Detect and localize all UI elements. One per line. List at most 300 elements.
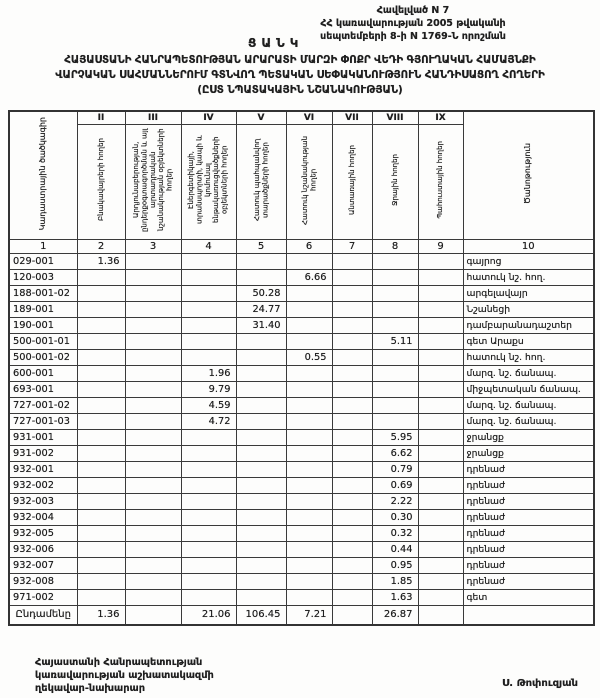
industrial-value-cell [125,461,181,477]
reserve-value-cell [418,557,463,573]
water-value-cell: 0.95 [372,557,418,573]
table-row [9,557,594,573]
forest-value-cell [332,557,372,573]
cadastral-code-cell: 931-001 [9,429,77,445]
roman-numeral-viii: VIII [372,111,418,124]
note-cell: արգելավայր [463,285,594,301]
table-row [9,381,594,397]
total-water: 26.87 [372,605,418,625]
total-settlement: 1.36 [77,605,125,625]
settlement-value-cell [77,573,125,589]
settlement-value-cell [77,541,125,557]
cadastral-code-cell: 932-005 [9,525,77,541]
water-value-cell: 1.63 [372,589,418,605]
note-cell: մարզ. նշ. ճանապ. [463,365,594,381]
reserve-value-cell [418,589,463,605]
column-number: 10 [463,239,594,253]
special-purpose-value-cell [286,285,332,301]
energy-transport-value-cell: 9.79 [181,381,236,397]
protected-value-cell [236,477,286,493]
protected-value-cell [236,333,286,349]
reserve-value-cell [418,541,463,557]
water-value-cell [372,285,418,301]
column-number: 4 [181,239,236,253]
energy-transport-value-cell [181,285,236,301]
industrial-value-cell [125,445,181,461]
energy-transport-value-cell: 1.96 [181,365,236,381]
industrial-value-cell [125,525,181,541]
column-header-settlement-lands: Բնակավայրերի հողեր [77,124,125,239]
table-row [9,413,594,429]
energy-transport-value-cell [181,301,236,317]
water-value-cell [372,269,418,285]
water-value-cell: 6.62 [372,445,418,461]
industrial-value-cell [125,285,181,301]
special-purpose-value-cell [286,589,332,605]
table-row [9,365,594,381]
industrial-value-cell [125,301,181,317]
industrial-value-cell [125,573,181,589]
water-value-cell [372,381,418,397]
water-value-cell [372,253,418,269]
industrial-value-cell [125,541,181,557]
table-row [9,573,594,589]
cadastral-code-cell: 971-002 [9,589,77,605]
water-value-cell: 0.69 [372,477,418,493]
special-purpose-value-cell [286,445,332,461]
forest-value-cell [332,541,372,557]
protected-value-cell [236,269,286,285]
appendix-line-3: սեպտեմբերի 8-ի N 1769-Ն որոշման [320,31,506,42]
settlement-value-cell [77,525,125,541]
protected-value-cell [236,253,286,269]
protected-value-cell [236,397,286,413]
industrial-value-cell [125,269,181,285]
reserve-value-cell [418,509,463,525]
column-number: 7 [332,239,372,253]
water-value-cell: 5.95 [372,429,418,445]
land-category-table [8,110,595,626]
table-row [9,589,594,605]
reserve-value-cell [418,381,463,397]
reserve-value-cell [418,525,463,541]
special-purpose-value-cell [286,317,332,333]
cadastral-code-header-text: Կադաստրային ծածկագիր [38,117,48,231]
protected-value-cell [236,509,286,525]
note-cell: մարզ. նշ. ճանապ. [463,413,594,429]
special-purpose-value-cell [286,301,332,317]
reserve-value-cell [418,317,463,333]
column-header-energy-transport-lands: Էներգետիկայի, տրանսպորտի, կապի և կոմունալ ենթակառուցվածքների օբյեկտների հողեր [181,124,236,239]
table-row [9,301,594,317]
forest-value-cell [332,365,372,381]
water-value-cell: 5.11 [372,333,418,349]
settlement-value-cell [77,477,125,493]
total-note [463,605,594,625]
settlement-value-cell [77,285,125,301]
special-purpose-value-cell [286,509,332,525]
cadastral-code-cell: 727-001-03 [9,413,77,429]
total-industrial [125,605,181,625]
settlement-value-cell [77,349,125,365]
note-cell: դրենաժ [463,541,594,557]
issuer-line-2: կառավարության աշխատակազմի [35,670,214,681]
title-line-3: (ԸՍՏ ՆՊԱՏԱԿԱՅԻՆ ՆՇԱՆԱԿՈՒԹՅԱՆ) [197,85,403,96]
industrial-value-cell [125,477,181,493]
note-cell: գետ [463,589,594,605]
column-header-industrial-lands: Արդյունաբերության, ընդերքօգտագործման և այլ արտադրական նշանակության օբյեկտների հողեր [125,124,181,239]
roman-numeral-ii: II [77,111,125,124]
roman-numeral-ix: IX [418,111,463,124]
table-row [9,253,594,269]
table-row [9,509,594,525]
water-value-cell: 0.30 [372,509,418,525]
list-heading: ՑԱՆԿ [248,36,304,50]
reserve-value-cell [418,301,463,317]
industrial-value-cell [125,429,181,445]
energy-transport-value-cell [181,333,236,349]
cadastral-code-header [9,111,77,239]
column-number-row [9,239,594,253]
column-header-water-lands: Ջրային հողեր [372,124,418,239]
protected-value-cell [236,349,286,365]
special-purpose-value-cell [286,541,332,557]
cadastral-code-cell: 500-001-02 [9,349,77,365]
reserve-value-cell [418,333,463,349]
cadastral-code-cell: 932-007 [9,557,77,573]
reserve-value-cell [418,461,463,477]
table-row [9,429,594,445]
roman-numeral-vi: VI [286,111,332,124]
reserve-value-cell [418,477,463,493]
total-energy-transport: 21.06 [181,605,236,625]
forest-value-cell [332,461,372,477]
note-cell: դրենաժ [463,573,594,589]
table-row [9,477,594,493]
energy-transport-value-cell [181,557,236,573]
energy-transport-value-cell [181,477,236,493]
special-purpose-value-cell [286,397,332,413]
roman-numeral-iv: IV [181,111,236,124]
cadastral-code-cell: 120-003 [9,269,77,285]
special-purpose-value-cell [286,333,332,349]
settlement-value-cell [77,445,125,461]
note-column-header-text: Ծանոթություն [523,143,533,205]
forest-value-cell [332,445,372,461]
settlement-value-cell: 1.36 [77,253,125,269]
cadastral-code-cell: 029-001 [9,253,77,269]
special-purpose-value-cell [286,381,332,397]
protected-value-cell: 31.40 [236,317,286,333]
note-column-header [463,111,594,239]
special-purpose-value-cell [286,493,332,509]
water-value-cell [372,349,418,365]
forest-value-cell [332,381,372,397]
note-cell: Նշանեցի [463,301,594,317]
forest-value-cell [332,285,372,301]
industrial-value-cell [125,557,181,573]
forest-value-cell [332,301,372,317]
cadastral-code-cell: 190-001 [9,317,77,333]
column-number: 9 [418,239,463,253]
special-purpose-value-cell [286,461,332,477]
energy-transport-value-cell [181,541,236,557]
settlement-value-cell [77,461,125,477]
table-row [9,285,594,301]
energy-transport-value-cell [181,253,236,269]
energy-transport-value-cell [181,269,236,285]
protected-value-cell [236,429,286,445]
note-cell: գայրոց [463,253,594,269]
cadastral-code-cell: 189-001 [9,301,77,317]
protected-value-cell [236,589,286,605]
energy-transport-value-cell [181,589,236,605]
cadastral-code-cell: 932-004 [9,509,77,525]
special-purpose-value-cell [286,477,332,493]
industrial-value-cell [125,365,181,381]
column-number: 1 [9,239,77,253]
note-cell: գետ Արաքս [463,333,594,349]
cadastral-code-cell: 932-002 [9,477,77,493]
energy-transport-value-cell [181,573,236,589]
industrial-value-cell [125,397,181,413]
cadastral-code-cell: 932-001 [9,461,77,477]
water-value-cell [372,397,418,413]
total-reserve [418,605,463,625]
cadastral-code-cell: 932-008 [9,573,77,589]
note-cell: դամբարանադաշտեր [463,317,594,333]
forest-value-cell [332,333,372,349]
settlement-value-cell [77,557,125,573]
forest-value-cell [332,253,372,269]
reserve-value-cell [418,445,463,461]
column-header-reserve-lands: Պահուստային հողեր [418,124,463,239]
table-row [9,461,594,477]
settlement-value-cell [77,333,125,349]
energy-transport-value-cell [181,525,236,541]
forest-value-cell [332,573,372,589]
industrial-value-cell [125,493,181,509]
table-row [9,317,594,333]
special-purpose-value-cell: 0.55 [286,349,332,365]
cadastral-code-cell: 188-001-02 [9,285,77,301]
settlement-value-cell [77,365,125,381]
table-row [9,333,594,349]
special-purpose-value-cell [286,573,332,589]
note-cell: միջպետական ճանապ. [463,381,594,397]
protected-value-cell [236,573,286,589]
industrial-value-cell [125,381,181,397]
note-cell: հատուկ նշ. հող. [463,269,594,285]
water-value-cell [372,365,418,381]
reserve-value-cell [418,269,463,285]
cadastral-code-cell: 600-001 [9,365,77,381]
forest-value-cell [332,429,372,445]
table-row [9,397,594,413]
table-row [9,445,594,461]
energy-transport-value-cell [181,445,236,461]
settlement-value-cell [77,301,125,317]
industrial-value-cell [125,413,181,429]
settlement-value-cell [77,317,125,333]
settlement-value-cell [77,381,125,397]
appendix-line-2: ՀՀ կառավարության 2005 թվականի [320,18,506,29]
special-purpose-value-cell [286,429,332,445]
column-header-special-purpose-lands: Հատուկ նշանակության հողեր [286,124,332,239]
column-number: 3 [125,239,181,253]
reserve-value-cell [418,493,463,509]
total-protected: 106.45 [236,605,286,625]
reserve-value-cell [418,349,463,365]
settlement-value-cell [77,413,125,429]
cadastral-code-cell: 727-001-02 [9,397,77,413]
protected-value-cell [236,381,286,397]
protected-value-cell [236,365,286,381]
cadastral-code-cell: 932-006 [9,541,77,557]
forest-value-cell [332,509,372,525]
total-label: Ընդամենը [9,605,77,625]
energy-transport-value-cell [181,317,236,333]
industrial-value-cell [125,509,181,525]
protected-value-cell [236,445,286,461]
table-row [9,541,594,557]
energy-transport-value-cell: 4.59 [181,397,236,413]
note-cell: դրենաժ [463,461,594,477]
note-cell: դրենաժ [463,557,594,573]
column-header-forest-lands: Անտառային հողեր [332,124,372,239]
total-forest [332,605,372,625]
title-line-2: ՎԱՐՉԱԿԱՆ ՍԱՀՄԱՆՆԵՐՈՒՄ ԳՏՆՎՈՂ ՊԵՏԱԿԱՆ ՍԵՓԱԿԱՆՈՒԹՅՈՒՆ ՀԱՆԴԻՍԱՑՈՂ ՀՈՂԵՐԻ [55,70,545,81]
water-value-cell: 0.44 [372,541,418,557]
water-value-cell: 2.22 [372,493,418,509]
appendix-reference [288,4,538,43]
water-value-cell [372,413,418,429]
roman-numeral-iii: III [125,111,181,124]
roman-numeral-vii: VII [332,111,372,124]
forest-value-cell [332,349,372,365]
note-cell: դրենաժ [463,477,594,493]
forest-value-cell [332,477,372,493]
special-purpose-value-cell [286,253,332,269]
title-line-1: ՀԱՅԱՍՏԱՆԻ ՀԱՆՐԱՊԵՏՈՒԹՅԱՆ ԱՐԱՐԱՏԻ ՄԱՐԶԻ ՓՈՔՐ ՎԵԴԻ ԳՅՈՒՂԱԿԱՆ ՀԱՄԱՅՆՔԻ [64,55,536,66]
water-value-cell: 0.79 [372,461,418,477]
forest-value-cell [332,317,372,333]
table-row [9,269,594,285]
roman-numeral-v: V [236,111,286,124]
industrial-value-cell [125,589,181,605]
special-purpose-value-cell [286,365,332,381]
table-row [9,525,594,541]
protected-value-cell [236,493,286,509]
special-purpose-value-cell [286,557,332,573]
protected-value-cell [236,413,286,429]
energy-transport-value-cell [181,429,236,445]
note-cell: ջրանցք [463,445,594,461]
note-cell: դրենաժ [463,493,594,509]
issuer-line-1: Հայաստանի Հանրապետության [35,657,203,668]
forest-value-cell [332,397,372,413]
reserve-value-cell [418,429,463,445]
settlement-value-cell [77,589,125,605]
table-row [9,493,594,509]
protected-value-cell [236,557,286,573]
forest-value-cell [332,413,372,429]
water-value-cell [372,301,418,317]
reserve-value-cell [418,413,463,429]
protected-value-cell [236,541,286,557]
water-value-cell [372,317,418,333]
reserve-value-cell [418,285,463,301]
water-value-cell: 1.85 [372,573,418,589]
special-purpose-value-cell [286,525,332,541]
cadastral-code-cell: 931-002 [9,445,77,461]
note-cell: դրենաժ [463,525,594,541]
industrial-value-cell [125,333,181,349]
special-purpose-value-cell: 6.66 [286,269,332,285]
column-number: 5 [236,239,286,253]
issuer-line-3: ղեկավար-նախարար [35,683,146,694]
industrial-value-cell [125,253,181,269]
settlement-value-cell [77,397,125,413]
special-purpose-value-cell [286,413,332,429]
energy-transport-value-cell [181,493,236,509]
total-special-purpose: 7.21 [286,605,332,625]
signature-name: Ս. Թոփուզյան [502,678,578,689]
cadastral-code-cell: 693-001 [9,381,77,397]
note-cell: հատուկ նշ. հող. [463,349,594,365]
protected-value-cell: 24.77 [236,301,286,317]
note-cell: դրենաժ [463,509,594,525]
forest-value-cell [332,269,372,285]
industrial-value-cell [125,349,181,365]
column-number: 2 [77,239,125,253]
table-body [9,253,594,605]
reserve-value-cell [418,365,463,381]
appendix-line-1: Հավելված N 7 [376,5,450,16]
reserve-value-cell [418,573,463,589]
roman-numeral-row [9,111,594,124]
energy-transport-value-cell [181,349,236,365]
energy-transport-value-cell: 4.72 [181,413,236,429]
protected-value-cell: 50.28 [236,285,286,301]
settlement-value-cell [77,269,125,285]
protected-value-cell [236,461,286,477]
column-number: 6 [286,239,332,253]
reserve-value-cell [418,253,463,269]
forest-value-cell [332,589,372,605]
water-value-cell: 0.32 [372,525,418,541]
column-number: 8 [372,239,418,253]
energy-transport-value-cell [181,461,236,477]
settlement-value-cell [77,429,125,445]
issuer-block [35,656,214,695]
energy-transport-value-cell [181,509,236,525]
note-cell: մարզ. նշ. ճանապ. [463,397,594,413]
settlement-value-cell [77,509,125,525]
note-cell: ջրանցք [463,429,594,445]
settlement-value-cell [77,493,125,509]
total-row [9,605,594,625]
industrial-value-cell [125,317,181,333]
cadastral-code-cell: 500-001-01 [9,333,77,349]
table-row [9,349,594,365]
forest-value-cell [332,493,372,509]
protected-value-cell [236,525,286,541]
column-header-protected-lands: Հատուկ պահպանվող տարածքների հողեր [236,124,286,239]
reserve-value-cell [418,397,463,413]
cadastral-code-cell: 932-003 [9,493,77,509]
forest-value-cell [332,525,372,541]
